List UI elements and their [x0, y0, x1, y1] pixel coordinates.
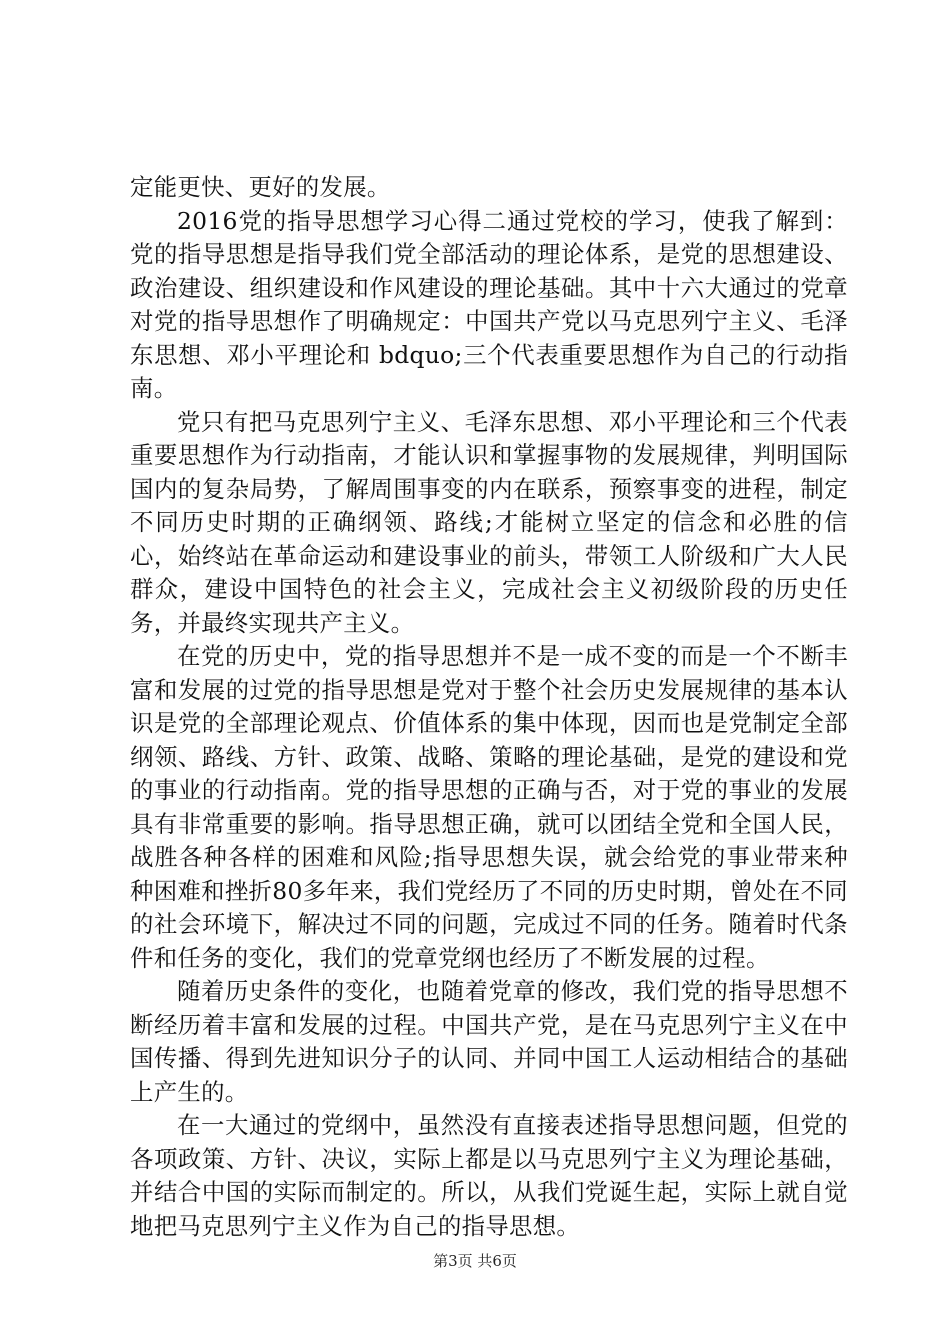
paragraph-3: 党只有把马克思列宁主义、毛泽东思想、邓小平理论和三个代表重要思想作为行动指南，才能认识和掌握事物的发展规律，判明国际国内的复杂局势，了解周围事变的内在联系，预察事变的进程，制定不同历史时期的正确纲领、路线;才能树立坚定的信念和必胜的信心，始终站在革命运动和建设事业的前头，带领工人阶级和广大人民群众，建设中国特色的社会主义，完成社会主义初级阶段的历史任务，并最终实现共产主义。 — [130, 407, 848, 637]
paragraph-6: 在一大通过的党纲中，虽然没有直接表述指导思想问题，但党的各项政策、方针、决议，实际上都是以马克思列宁主义为理论基础，并结合中国的实际而制定的。所以，从我们党诞生起，实际上就自觉地把马克思列宁主义作为自己的指导思想。 — [130, 1111, 848, 1240]
paragraph-5: 随着历史条件的变化，也随着党章的修改，我们党的指导思想不断经历着丰富和发展的过程。中国共产党，是在马克思列宁主义在中国传播、得到先进知识分子的认同、并同中国工人运动相结合的基础上产生的。 — [130, 977, 848, 1106]
paragraph-1: 定能更快、更好的发展。 — [130, 173, 391, 201]
document-body — [130, 171, 848, 1243]
paragraph-4: 在党的历史中，党的指导思想并不是一成不变的而是一个不断丰富和发展的过党的指导思想是党对于整个社会历史发展规律的基本认识是党的全部理论观点、价值体系的集中体现，因而也是党制定全部纲领、路线、方针、政策、战略、策略的理论基础，是党的建设和党的事业的行动指南。党的指导思想的正确与否，对于党的事业的发展具有非常重要的影响。指导思想正确，就可以团结全党和全国人民，战胜各种各样的困难和风险;指导思想失误，就会给党的事业带来种种困难和挫折80多年来，我们党经历了不同的历史时期，曾处在不同的社会环境下，解决过不同的问题，完成过不同的任务。随着时代条件和任务的变化，我们的党章党纲也经历了不断发展的过程。 — [130, 642, 848, 972]
page-number: 第3页 共6页 — [433, 1252, 517, 1270]
paragraph-2: 2016党的指导思想学习心得二通过党校的学习，使我了解到：党的指导思想是指导我们党全部活动的理论体系，是党的思想建设、政治建设、组织建设和作风建设的理论基础。其中十六大通过的党章对党的指导思想作了明确规定：中国共产党以马克思列宁主义、毛泽东思想、邓小平理论和 bdquo;三个代表重要思想作为自己的行动指南。 — [130, 206, 848, 402]
